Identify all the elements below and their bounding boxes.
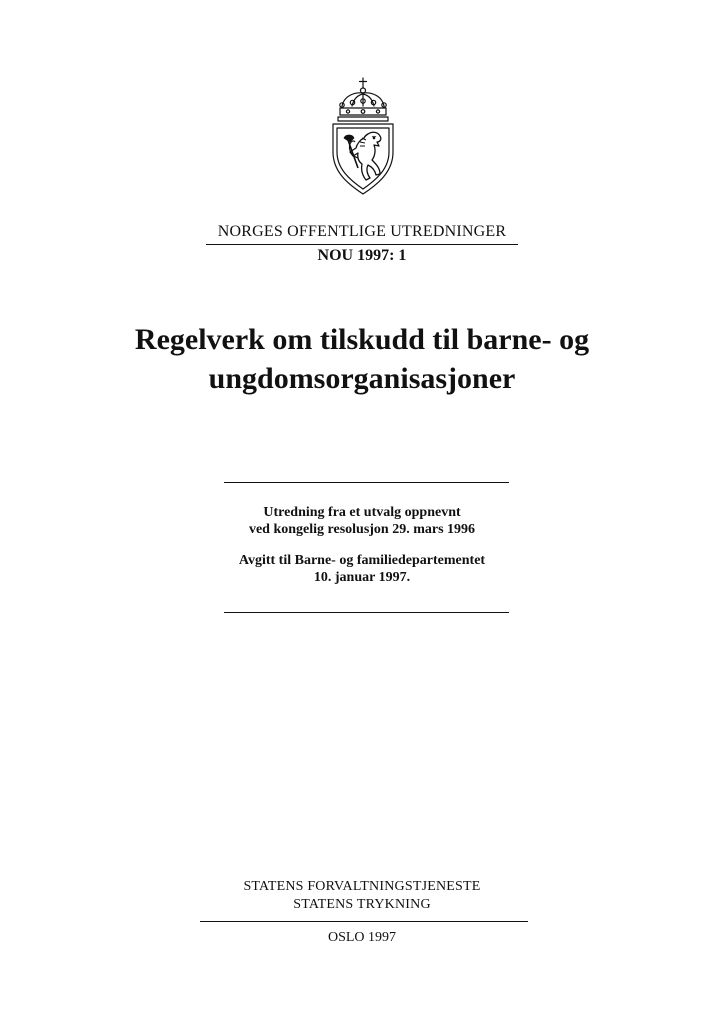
info-divider-top <box>224 482 509 483</box>
place-and-year: OSLO 1997 <box>327 930 397 945</box>
submission-info-line-1: Avgitt til Barne- og familiedepartementet <box>238 553 486 568</box>
publisher-line-1: STATENS FORVALTNINGSTJENESTE <box>243 879 481 894</box>
submission-info <box>200 552 524 586</box>
info-divider-bottom <box>224 612 509 613</box>
committee-info-line-1: Utredning fra et utvalg oppnevnt <box>263 505 461 520</box>
submission-info-line-2: 10. januar 1997. <box>313 570 411 585</box>
committee-info <box>200 504 524 538</box>
coat-of-arms-icon <box>328 76 398 198</box>
report-title-line-1: Regelverk om tilskudd til barne- og <box>134 323 590 356</box>
publisher-line-2: STATENS TRYKNING <box>293 897 431 912</box>
publisher-block <box>200 878 524 914</box>
header-divider <box>206 244 518 245</box>
series-title: NORGES OFFENTLIGE UTREDNINGER <box>217 223 507 240</box>
report-title-line-2: ungdomsorganisasjoner <box>208 362 516 395</box>
report-title <box>40 320 684 398</box>
committee-info-line-2: ved kongelig resolusjon 29. mars 1996 <box>248 522 476 537</box>
publisher-divider <box>200 921 528 922</box>
nou-number: NOU 1997: 1 <box>317 247 407 264</box>
